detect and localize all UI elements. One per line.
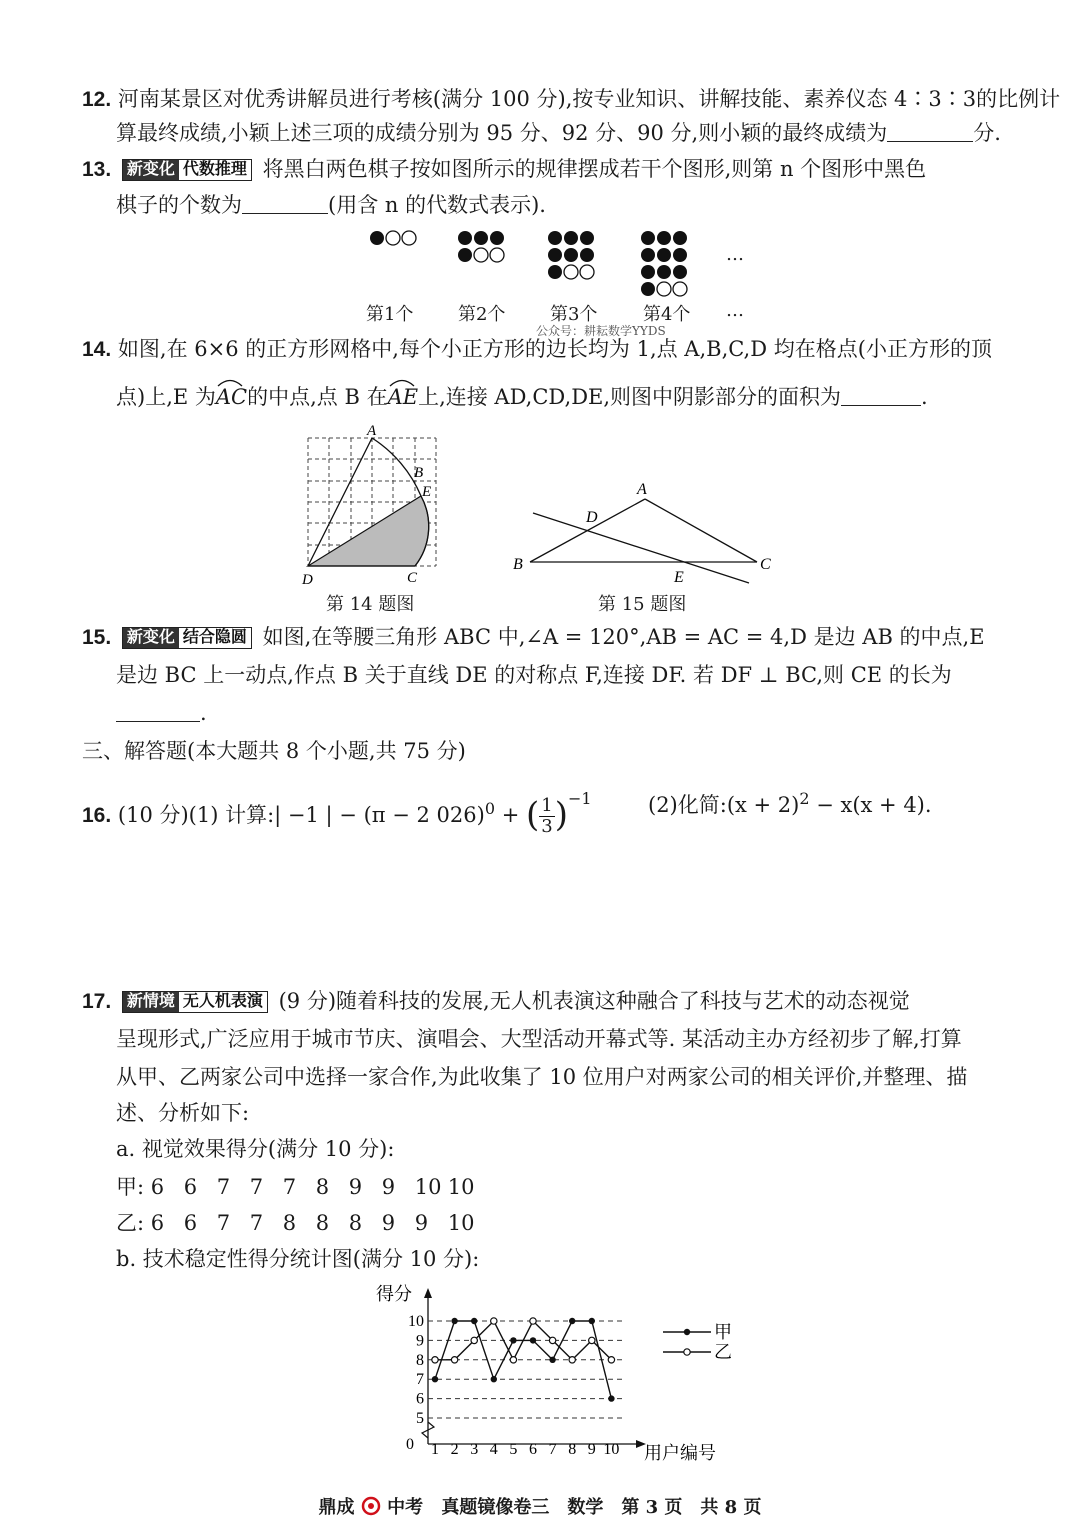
data-point-甲 bbox=[608, 1395, 614, 1401]
q15-figure bbox=[505, 476, 785, 588]
q13-pattern-figure bbox=[360, 226, 760, 306]
y-tick-label: 5 bbox=[416, 1410, 424, 1427]
q13-line1 bbox=[82, 154, 926, 185]
score-value: 6 bbox=[150, 1211, 165, 1235]
legend-marker bbox=[684, 1329, 690, 1335]
legend-label: 甲 bbox=[714, 1322, 732, 1342]
answer-blank[interactable] bbox=[116, 701, 200, 722]
q17-text4: 述、分析如下: bbox=[116, 1101, 250, 1125]
jia-label: 甲: bbox=[116, 1175, 145, 1199]
score-value: 8 bbox=[315, 1175, 330, 1199]
label-E: E bbox=[674, 569, 684, 586]
q13-line2 bbox=[116, 190, 546, 220]
data-point-乙 bbox=[549, 1337, 555, 1343]
data-point-甲 bbox=[432, 1376, 438, 1382]
q12-text2: 算最终成绩,小颖上述三项的成绩分别为 95 分、92 分、90 分,则小颖的最终成绩为 bbox=[116, 121, 888, 145]
label-A: A bbox=[637, 481, 647, 498]
q16-number: 16. bbox=[82, 804, 112, 827]
label-D: D bbox=[586, 509, 598, 526]
score-value: 10 bbox=[447, 1211, 475, 1235]
fraction-denominator: 3 bbox=[541, 816, 553, 837]
line-de bbox=[533, 513, 749, 583]
legend-marker bbox=[684, 1349, 690, 1355]
q13-text2-end: (用含 n 的代数式表示). bbox=[328, 193, 546, 217]
q14-figure bbox=[290, 420, 450, 592]
answer-blank[interactable] bbox=[242, 193, 328, 214]
score-value: 6 bbox=[183, 1175, 198, 1199]
label-E: E bbox=[422, 484, 432, 500]
label-C: C bbox=[760, 556, 771, 573]
data-point-乙 bbox=[569, 1357, 575, 1363]
jia-scores-row bbox=[116, 1172, 481, 1202]
y-tick-label: 8 bbox=[416, 1351, 424, 1369]
y-axis-arrow bbox=[424, 1288, 432, 1298]
y-tick-label: 7 bbox=[416, 1371, 424, 1389]
q17-line1 bbox=[82, 986, 910, 1017]
q15-number: 15. bbox=[82, 626, 112, 649]
footer bbox=[0, 1493, 1080, 1519]
plus-sign: + bbox=[495, 803, 526, 827]
label-D: D bbox=[302, 572, 313, 588]
jia-scores bbox=[151, 1175, 481, 1199]
score-value: 9 bbox=[414, 1211, 429, 1235]
q12-number: 12. bbox=[82, 88, 112, 111]
data-point-乙 bbox=[589, 1337, 595, 1343]
q15-tag bbox=[122, 627, 252, 649]
tag-right: 代数推理 bbox=[182, 161, 247, 178]
pattern-label-2: 第2个 bbox=[458, 304, 506, 325]
pattern-3 bbox=[548, 231, 594, 279]
segment-ac bbox=[645, 499, 757, 562]
q15-text3-end: . bbox=[200, 701, 207, 725]
data-point-乙 bbox=[432, 1357, 438, 1363]
label-C: C bbox=[407, 570, 418, 586]
q14-text2-end: . bbox=[921, 385, 928, 409]
tag-left: 新变化 bbox=[123, 628, 179, 648]
black-piece bbox=[370, 231, 384, 245]
answer-blank[interactable] bbox=[841, 385, 921, 406]
q16-line bbox=[82, 784, 592, 837]
y-tick-label: 10 bbox=[408, 1313, 424, 1330]
y-axis-title: 得分 bbox=[376, 1284, 412, 1304]
x-tick-label: 9 bbox=[587, 1441, 596, 1458]
q14-text2b: 的中点,点 B 在 bbox=[247, 385, 388, 409]
x-tick-label: 10 bbox=[603, 1441, 620, 1458]
q12-line1 bbox=[82, 84, 1060, 115]
q17-text2: 呈现形式,广泛应用于城市节庆、演唱会、大型活动开幕式等. 某活动主办方经初步了解,打算 bbox=[116, 1027, 962, 1051]
target-logo-icon bbox=[361, 1496, 381, 1516]
score-value: 9 bbox=[381, 1211, 396, 1235]
legend-label: 乙 bbox=[714, 1342, 732, 1362]
data-point-甲 bbox=[549, 1357, 555, 1363]
pattern-label-1: 第1个 bbox=[366, 304, 414, 325]
y-tick-label: 0 bbox=[406, 1436, 414, 1453]
data-point-乙 bbox=[491, 1318, 497, 1324]
exp-neg1: −1 bbox=[567, 789, 592, 808]
q14-text1: 如图,在 6×6 的正方形网格中,每个小正方形的边长均为 1,点 A,B,C,D 均在格点(小正方形的顶 bbox=[117, 337, 992, 361]
x-tick-label: 3 bbox=[470, 1441, 479, 1458]
q12-text2-end: 分. bbox=[973, 121, 1001, 145]
q13-text2: 棋子的个数为 bbox=[116, 193, 242, 217]
black-piece bbox=[458, 248, 472, 262]
score-value: 8 bbox=[348, 1211, 363, 1235]
q14-line1 bbox=[82, 334, 992, 365]
fraction-numerator: 1 bbox=[541, 795, 553, 816]
q13-number: 13. bbox=[82, 158, 112, 181]
tag-left: 新情境 bbox=[123, 992, 179, 1012]
x-tick-label: 7 bbox=[548, 1441, 557, 1458]
pattern-4 bbox=[641, 231, 687, 296]
score-value: 7 bbox=[216, 1175, 231, 1199]
q13-text1: 将黑白两色棋子按如图所示的规律摆成若干个图形,则第 n 个图形中黑色 bbox=[262, 157, 927, 181]
yi-scores bbox=[151, 1211, 481, 1235]
black-piece bbox=[490, 231, 504, 245]
tag-left: 新变化 bbox=[123, 160, 179, 180]
exp-two: 2 bbox=[799, 789, 810, 808]
q12-text1: 河南某景区对优秀讲解员进行考核(满分 100 分),按专业知识、讲解技能、素养仪态 4∶3∶3的比例计 bbox=[117, 87, 1061, 111]
yi-label: 乙: bbox=[116, 1211, 145, 1235]
score-value: 7 bbox=[249, 1211, 264, 1235]
black-piece bbox=[474, 231, 488, 245]
pattern-1 bbox=[370, 231, 416, 245]
q16-part2-line bbox=[648, 784, 932, 820]
score-value: 8 bbox=[315, 1211, 330, 1235]
q14-line2 bbox=[116, 382, 928, 412]
q14-text2c: 上,连接 AD,CD,DE,则图中阴影部分的面积为 bbox=[418, 385, 842, 409]
label-B: B bbox=[513, 556, 523, 573]
data-point-甲 bbox=[510, 1337, 516, 1343]
q13-tag bbox=[122, 159, 252, 181]
q14-number: 14. bbox=[82, 338, 112, 361]
q17-b-title: b. 技术稳定性得分统计图(满分 10 分): bbox=[116, 1247, 480, 1271]
x-tick-label: 6 bbox=[529, 1441, 537, 1458]
x-tick-label: 4 bbox=[489, 1441, 498, 1458]
data-point-乙 bbox=[608, 1357, 614, 1363]
pattern-ellipsis: … bbox=[726, 244, 744, 265]
pattern-label-ellipsis: … bbox=[726, 300, 744, 321]
white-piece bbox=[474, 248, 488, 262]
brand-text: 鼎成 bbox=[318, 1497, 355, 1517]
stability-chart bbox=[368, 1280, 768, 1472]
q17-number: 17. bbox=[82, 990, 112, 1013]
data-point-乙 bbox=[451, 1357, 457, 1363]
section-heading: 三、解答题(本大题共 8 个小题,共 75 分) bbox=[82, 739, 466, 763]
paren-right: ) bbox=[554, 795, 568, 835]
exp-zero: 0 bbox=[484, 799, 496, 818]
arc-ac bbox=[216, 385, 247, 409]
q17-text1: (9 分)随着科技的发展,无人机表演这种融合了科技与艺术的动态视觉 bbox=[278, 989, 910, 1013]
data-point-甲 bbox=[589, 1318, 595, 1324]
q14-text2a: 点)上,E 为 bbox=[116, 385, 216, 409]
data-point-乙 bbox=[530, 1318, 536, 1324]
q16-part1: (10 分)(1) 计算:| −1 | − (π − 2 026) bbox=[117, 803, 485, 827]
pattern-2 bbox=[458, 231, 504, 262]
pattern-label-4: 第4个 bbox=[643, 304, 691, 325]
q15-text1: 如图,在等腰三角形 ABC 中,∠A = 120°,AB = AC = 4,D 是边 AB 的中点,E bbox=[262, 625, 985, 649]
tag-right: 结合隐圆 bbox=[182, 629, 247, 646]
q16-part2: (2)化简:(x + 2) bbox=[648, 793, 800, 817]
x-axis-title: 用户编号 bbox=[644, 1443, 716, 1463]
brand-text-2: 中考 bbox=[387, 1497, 424, 1517]
q17-a-title: a. 视觉效果得分(满分 10 分): bbox=[116, 1137, 395, 1161]
footer-info: 真题镜像卷三 数学 第 3 页 共 8 页 bbox=[441, 1497, 762, 1518]
arc-ae bbox=[388, 385, 419, 409]
q15-caption: 第 15 题图 bbox=[598, 594, 687, 615]
data-point-甲 bbox=[491, 1376, 497, 1382]
q17-text3: 从甲、乙两家公司中选择一家合作,为此收集了 10 位用户对两家公司的相关评价,并整理、描 bbox=[116, 1065, 968, 1089]
white-piece bbox=[386, 231, 400, 245]
q16-part2b: − x(x + 4). bbox=[809, 793, 932, 817]
score-value: 9 bbox=[381, 1175, 396, 1199]
score-value: 8 bbox=[282, 1211, 297, 1235]
arc-ae-label: AE bbox=[387, 385, 419, 409]
q15-line2 bbox=[116, 660, 952, 690]
data-point-乙 bbox=[471, 1337, 477, 1343]
score-value: 10 bbox=[414, 1175, 442, 1199]
pattern-label-3: 第3个 bbox=[550, 304, 598, 325]
arc-ac-label: AC bbox=[215, 385, 248, 409]
score-value: 6 bbox=[150, 1175, 165, 1199]
score-value: 6 bbox=[183, 1211, 198, 1235]
y-tick-label: 6 bbox=[416, 1390, 424, 1408]
data-point-甲 bbox=[569, 1318, 575, 1324]
q12-line2 bbox=[116, 118, 1001, 148]
x-tick-label: 2 bbox=[450, 1441, 459, 1458]
score-value: 7 bbox=[249, 1175, 264, 1199]
tag-right: 无人机表演 bbox=[182, 993, 263, 1010]
q17-tag bbox=[122, 991, 268, 1013]
yi-scores-row bbox=[116, 1208, 481, 1238]
q15-text2: 是边 BC 上一动点,作点 B 关于直线 DE 的对称点 F,连接 DF. 若 DF ⊥ BC,则 CE 的长为 bbox=[116, 663, 952, 687]
paren-left: ( bbox=[525, 795, 540, 835]
x-tick-label: 1 bbox=[431, 1441, 439, 1458]
score-value: 7 bbox=[216, 1211, 231, 1235]
fraction bbox=[539, 796, 554, 837]
data-point-甲 bbox=[530, 1337, 536, 1343]
watermark: 公众号：耕耘数学YYDS bbox=[536, 324, 666, 338]
label-B: B bbox=[414, 465, 424, 481]
x-tick-label: 5 bbox=[509, 1441, 518, 1458]
answer-blank[interactable] bbox=[887, 121, 973, 142]
black-piece bbox=[458, 231, 472, 245]
score-value: 7 bbox=[282, 1175, 297, 1199]
score-value: 9 bbox=[348, 1175, 363, 1199]
q15-line1 bbox=[82, 622, 985, 653]
q14-caption: 第 14 题图 bbox=[326, 594, 415, 615]
q15-line3 bbox=[116, 698, 207, 728]
score-value: 10 bbox=[447, 1175, 475, 1199]
data-point-乙 bbox=[510, 1357, 516, 1363]
white-piece bbox=[490, 248, 504, 262]
y-tick-label: 9 bbox=[416, 1332, 424, 1350]
data-point-甲 bbox=[471, 1318, 477, 1324]
white-piece bbox=[402, 231, 416, 245]
x-tick-label: 8 bbox=[568, 1441, 577, 1458]
label-A: A bbox=[367, 423, 377, 439]
data-point-甲 bbox=[451, 1318, 457, 1324]
